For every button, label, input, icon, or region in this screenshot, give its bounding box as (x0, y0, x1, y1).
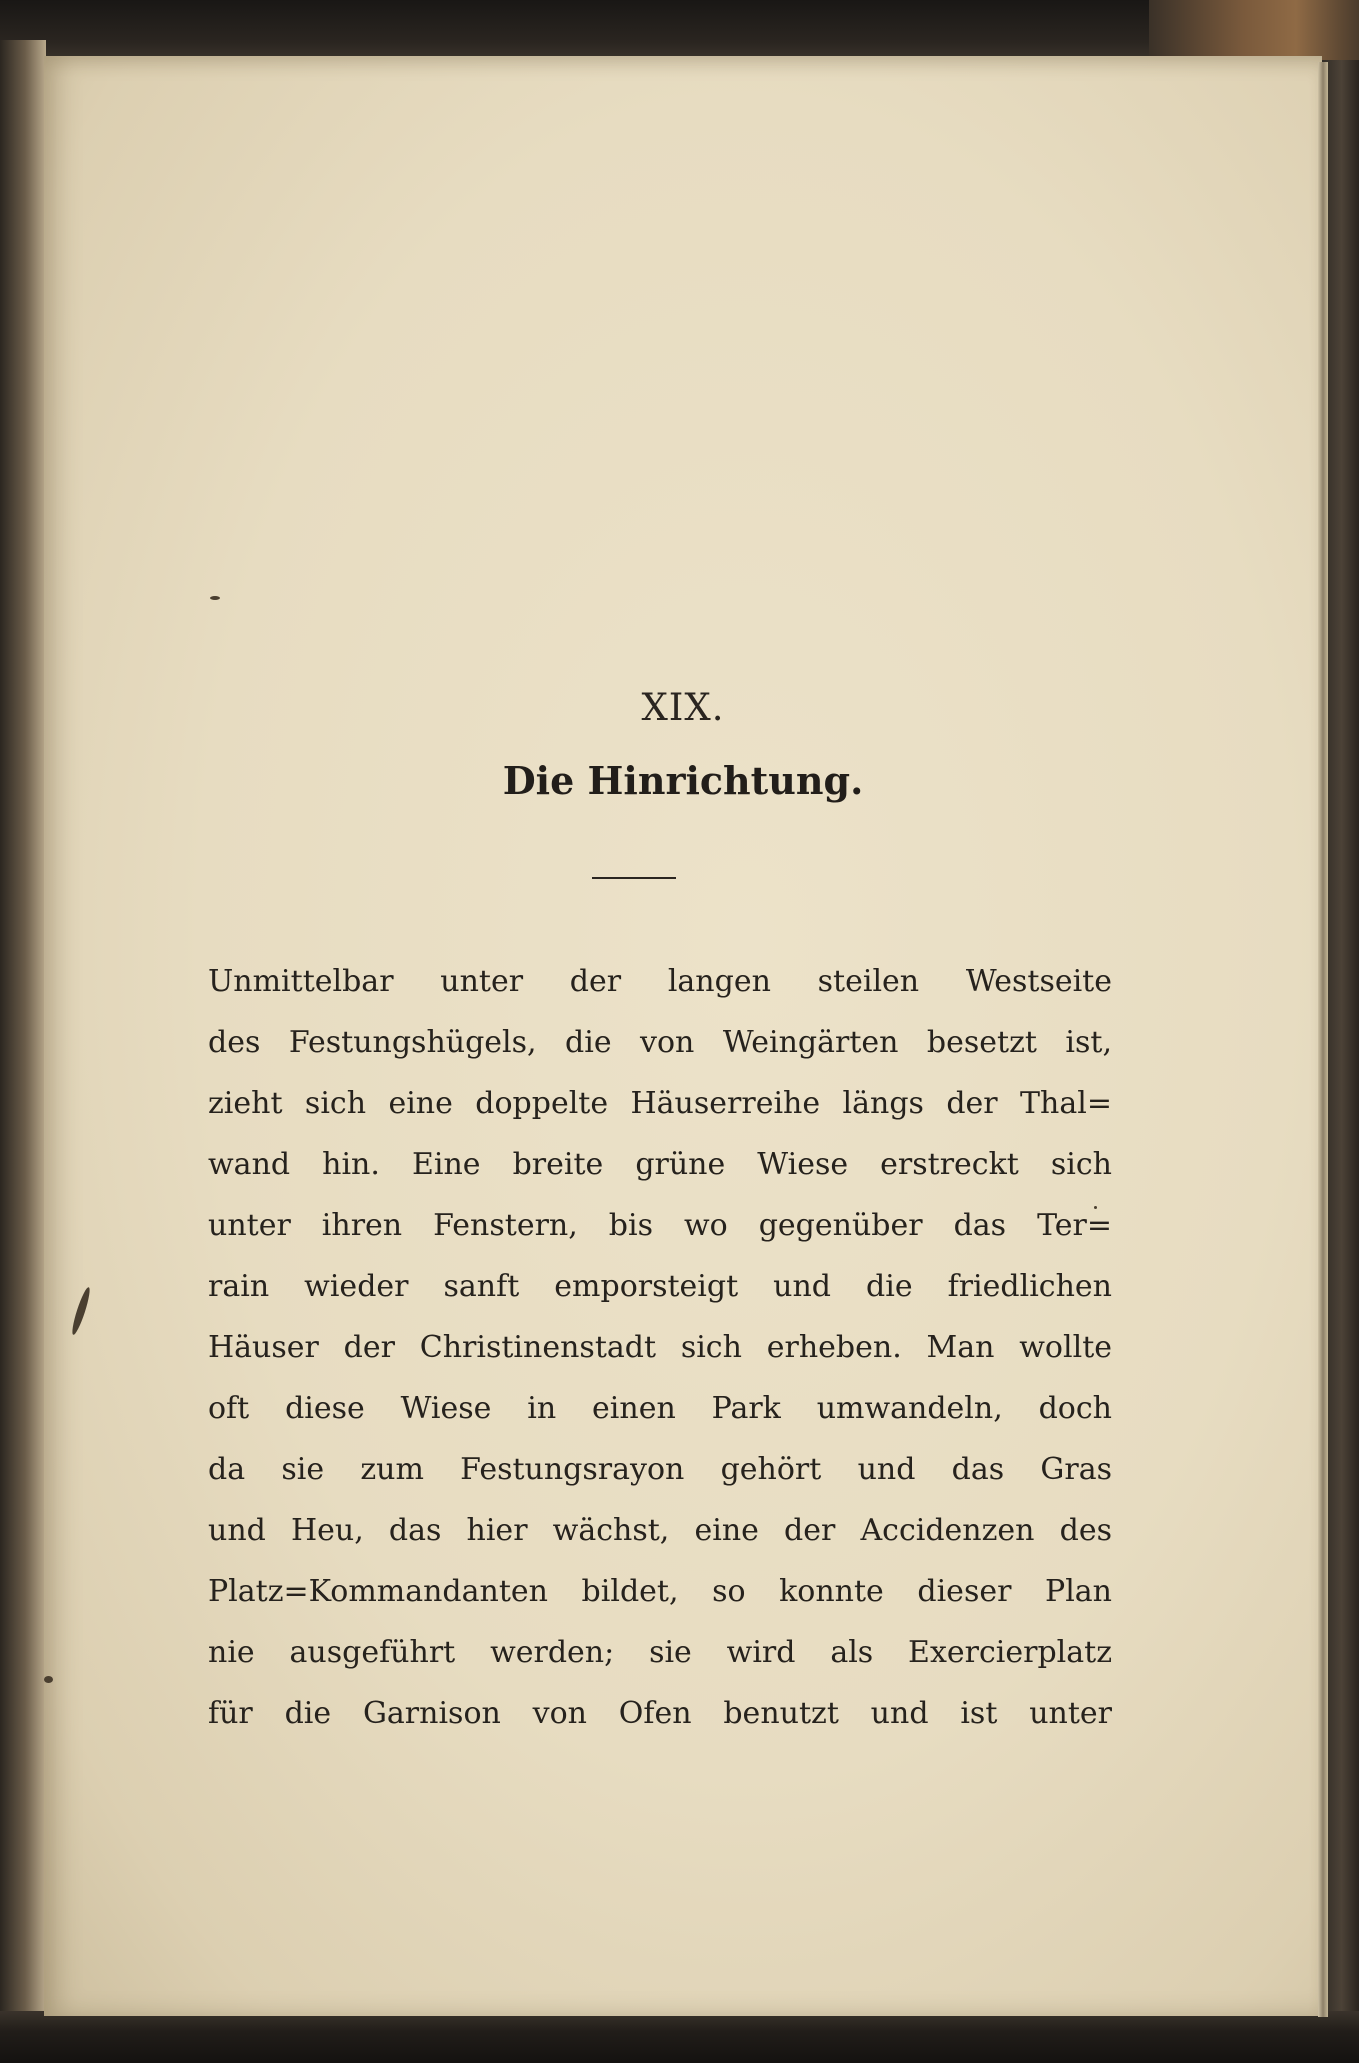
body-paragraph (208, 951, 1112, 1744)
text-line: unter ihren Fenstern, bis wo gegenüber das Ter= (208, 1208, 1112, 1243)
text-line: und Heu, das hier wächst, eine der Accidenzen des (208, 1513, 1112, 1548)
page-stack-edge (1318, 62, 1328, 2017)
text-line: Unmittelbar unter der langen steilen Westseite (208, 964, 1112, 999)
text-line: oft diese Wiese in einen Park umwandeln, doch (208, 1391, 1112, 1426)
chapter-title: Die Hinrichtung. (502, 758, 864, 803)
text-line: zieht sich eine doppelte Häuserreihe längs der Thal= (208, 1086, 1112, 1121)
ink-speck (44, 1676, 53, 1683)
book-cover-corner (1149, 0, 1359, 60)
text-line: wand hin. Eine breite grüne Wiese erstreckt sich (208, 1147, 1112, 1182)
ink-speck (69, 1286, 92, 1336)
text-line: Platz=Kommandanten bildet, so konnte dieser Plan (208, 1574, 1112, 1609)
title-divider (592, 877, 676, 879)
text-line: nie ausgeführt werden; sie wird als Exercierplatz (208, 1635, 1112, 1670)
text-line: für die Garnison von Ofen benutzt und ist unter (208, 1696, 1112, 1731)
text-line: da sie zum Festungsrayon gehört und das Gras (208, 1452, 1112, 1487)
text-line: Häuser der Christinenstadt sich erheben. Man wollte (208, 1330, 1112, 1365)
binding-left-edge (0, 40, 46, 2020)
chapter-number: XIX. (641, 686, 725, 729)
ink-speck (210, 596, 220, 600)
binding-bottom-edge (0, 2011, 1359, 2063)
book-page (44, 56, 1322, 2016)
text-line: rain wieder sanft emporsteigt und die friedlichen (208, 1269, 1112, 1304)
text-line: des Festungshügels, die von Weingärten besetzt ist, (208, 1025, 1112, 1060)
